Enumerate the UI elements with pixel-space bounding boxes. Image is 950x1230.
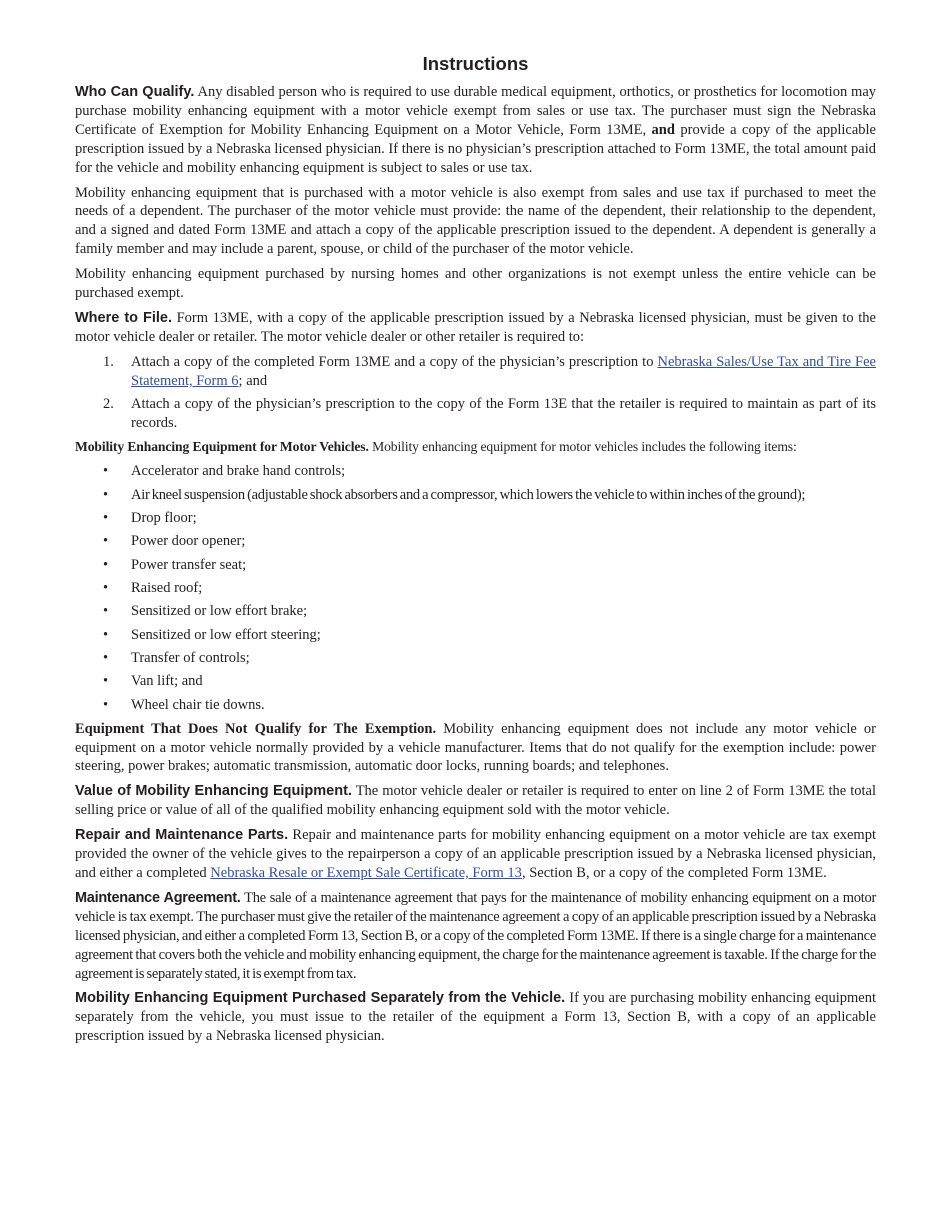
where-to-file-heading: Where to File. xyxy=(75,309,173,326)
bullet-icon: • xyxy=(103,556,109,573)
list-item-text: Sensitized or low effort brake; xyxy=(131,603,308,620)
bullet-icon: • xyxy=(103,673,109,690)
equipment-heading: Mobility Enhancing Equipment for Motor Vehicles. xyxy=(75,439,369,455)
list-item xyxy=(75,532,876,551)
not-qualify-text: Mobility enhancing equipment does not include any motor vehicle or equipment on a motor vehicle normally provided by a vehicle manufacturer. Items that do not qualify for the exemption include: power steering, power brakes; automatic transmission, automatic door locks, running boards; and telephones. xyxy=(75,720,877,775)
list-item-text: Transfer of controls; xyxy=(131,650,250,667)
separate-purchase-paragraph xyxy=(75,989,876,1046)
form-6-link[interactable]: Nebraska Sales/Use Tax and Tire Fee Statement, Form 6 xyxy=(131,353,876,389)
value-paragraph xyxy=(75,782,876,820)
dependent-paragraph: Mobility enhancing equipment that is purchased with a motor vehicle is also exempt from sales and use tax if purchased to meet the needs of a dependent. The purchaser of the motor vehicle must provide: the name of the dependent, their relationship to the dependent, and a signed and dated Form 13ME and attach a copy of the applicable prescription issued to the dependent. A dependent is generally a family member and may include a parent, spouse, or child of the purchaser of the motor vehicle. xyxy=(75,184,876,258)
list-item-text: Wheel chair tie downs. xyxy=(131,696,265,713)
step-number: 2. xyxy=(103,395,114,412)
nursing-homes-paragraph: Mobility enhancing equipment purchased by nursing homes and other organizations is not exempt unless the entire vehicle can be purchased exempt. xyxy=(75,266,876,302)
retailer-steps-list xyxy=(75,353,876,433)
list-item xyxy=(75,672,876,691)
list-item-text: Sensitized or low effort steering; xyxy=(131,626,321,643)
list-item xyxy=(75,626,876,645)
bullet-icon: • xyxy=(103,626,109,643)
retailer-step-2 xyxy=(75,395,876,433)
bullet-icon: • xyxy=(103,696,109,713)
list-item-text: Accelerator and brake hand controls; xyxy=(131,463,346,480)
list-item-text: Power door opener; xyxy=(131,533,246,550)
where-to-file-paragraph xyxy=(75,309,876,347)
who-can-qualify-text-1: Any disabled person who is required to use durable medical equipment, orthotics, or prosthetics for locomotion may purchase mobility enhancing equipment with a motor vehicle exempt from sales or use tax. The purchaser must sign the Nebraska Certificate of Exemption for Mobility Enhancing Equipment on a Motor Vehicle, Form 13ME, xyxy=(75,84,877,138)
list-item-text: Drop floor; xyxy=(131,510,197,526)
list-item xyxy=(75,486,876,505)
where-to-file-text: Form 13ME, with a copy of the applicable prescription issued by a Nebraska licensed physician, must be given to the motor vehicle dealer or retailer. The motor vehicle dealer or other retailer is required to: xyxy=(75,309,876,345)
maintenance-heading: Maintenance Agreement. xyxy=(75,889,241,906)
step-2-text: Attach a copy of the physician’s prescription to the copy of the Form 13E that the retailer is required to maintain as part of its records. xyxy=(131,395,876,431)
equipment-list xyxy=(75,462,876,714)
step-number: 1. xyxy=(103,353,114,370)
list-item-text: Van lift; and xyxy=(131,673,203,690)
value-heading: Value of Mobility Enhancing Equipment. xyxy=(75,783,352,800)
form-13-link[interactable]: Nebraska Resale or Exempt Sale Certificate, Form 13 xyxy=(210,865,522,881)
list-item xyxy=(75,602,876,621)
list-item xyxy=(75,462,876,481)
bullet-icon: • xyxy=(103,580,109,597)
retailer-step-1 xyxy=(75,353,876,391)
repair-text: Repair and maintenance parts for mobility enhancing equipment on a motor vehicle are tax exempt provided the owner of the vehicle gives to the repairperson a copy of an applicable prescription issued by a Nebraska licensed physician, and either a completed xyxy=(75,827,876,881)
bullet-icon: • xyxy=(103,533,109,550)
value-text: The motor vehicle dealer or retailer is required to enter on line 2 of Form 13ME the total selling price or value of all of the qualified mobility enhancing equipment sold with the motor vehicle. xyxy=(75,783,877,819)
equipment-intro-text: Mobility enhancing equipment for motor vehicles includes the following items: xyxy=(368,439,797,455)
list-item xyxy=(75,579,876,598)
bullet-icon: • xyxy=(103,650,109,667)
list-item-text: Air kneel suspension (adjustable shock absorbers and a compressor, which lowers the vehicle to within inches of the ground); xyxy=(131,486,806,503)
repair-heading: Repair and Maintenance Parts. xyxy=(75,827,289,844)
equipment-intro-paragraph xyxy=(75,438,876,457)
list-item xyxy=(75,649,876,668)
list-item xyxy=(75,509,876,528)
maintenance-paragraph xyxy=(75,889,876,984)
who-can-qualify-heading: Who Can Qualify. xyxy=(75,84,195,100)
repair-text-end: , Section B, or a copy of the completed Form 13ME. xyxy=(521,865,827,881)
instructions-page xyxy=(75,52,876,1052)
not-qualify-heading: Equipment That Does Not Qualify for The Exemption. xyxy=(75,720,437,737)
not-qualify-paragraph xyxy=(75,720,876,777)
list-item xyxy=(75,556,876,575)
who-can-qualify-paragraph xyxy=(75,83,876,178)
separate-purchase-heading: Mobility Enhancing Equipment Purchased Separately from the Vehicle. xyxy=(75,990,566,1007)
bullet-icon: • xyxy=(103,463,109,480)
repair-paragraph xyxy=(75,826,876,883)
who-can-qualify-bold-and: and xyxy=(651,121,675,138)
bullet-icon: • xyxy=(103,603,109,620)
list-item-text: Power transfer seat; xyxy=(131,556,247,573)
separate-purchase-text: If you are purchasing mobility enhancing equipment separately from the vehicle, you must issue to the retailer of the equipment a Form 13, Section B, with a copy of an applicable prescription issued by a Nebraska licensed physician. xyxy=(75,990,876,1045)
bullet-icon: • xyxy=(103,510,109,526)
bullet-icon: • xyxy=(103,486,109,503)
list-item xyxy=(75,696,876,715)
who-can-qualify-text-2: provide a copy of the applicable prescription issued by a Nebraska licensed physician. If there is no physician’s prescription attached to Form 13ME, the total amount paid for the vehicle and mobility enhancing equipment is subject to sales or use tax. xyxy=(75,121,876,176)
list-item-text: Raised roof; xyxy=(131,580,203,597)
step-1-text-end: ; and xyxy=(238,372,268,389)
maintenance-text: The sale of a maintenance agreement that pays for the maintenance of mobility enhancing equipment on a motor vehicle is tax exempt. The purchaser must give the retailer of the maintenance agreement a copy of an applicable prescription issued by a Nebraska licensed physician, and either a completed Form 13, Section B, or a copy of the completed Form 13ME. If there is a single charge for a maintenance agreement that covers both the vehicle and mobility enhancing equipment, the charge for the maintenance agreement is taxable. If the charge for the agreement is separately stated, it is exempt from tax. xyxy=(75,889,876,982)
step-1-text: Attach a copy of the completed Form 13ME and a copy of the physician’s prescription to xyxy=(131,353,658,370)
page-title: Instructions xyxy=(422,53,529,74)
